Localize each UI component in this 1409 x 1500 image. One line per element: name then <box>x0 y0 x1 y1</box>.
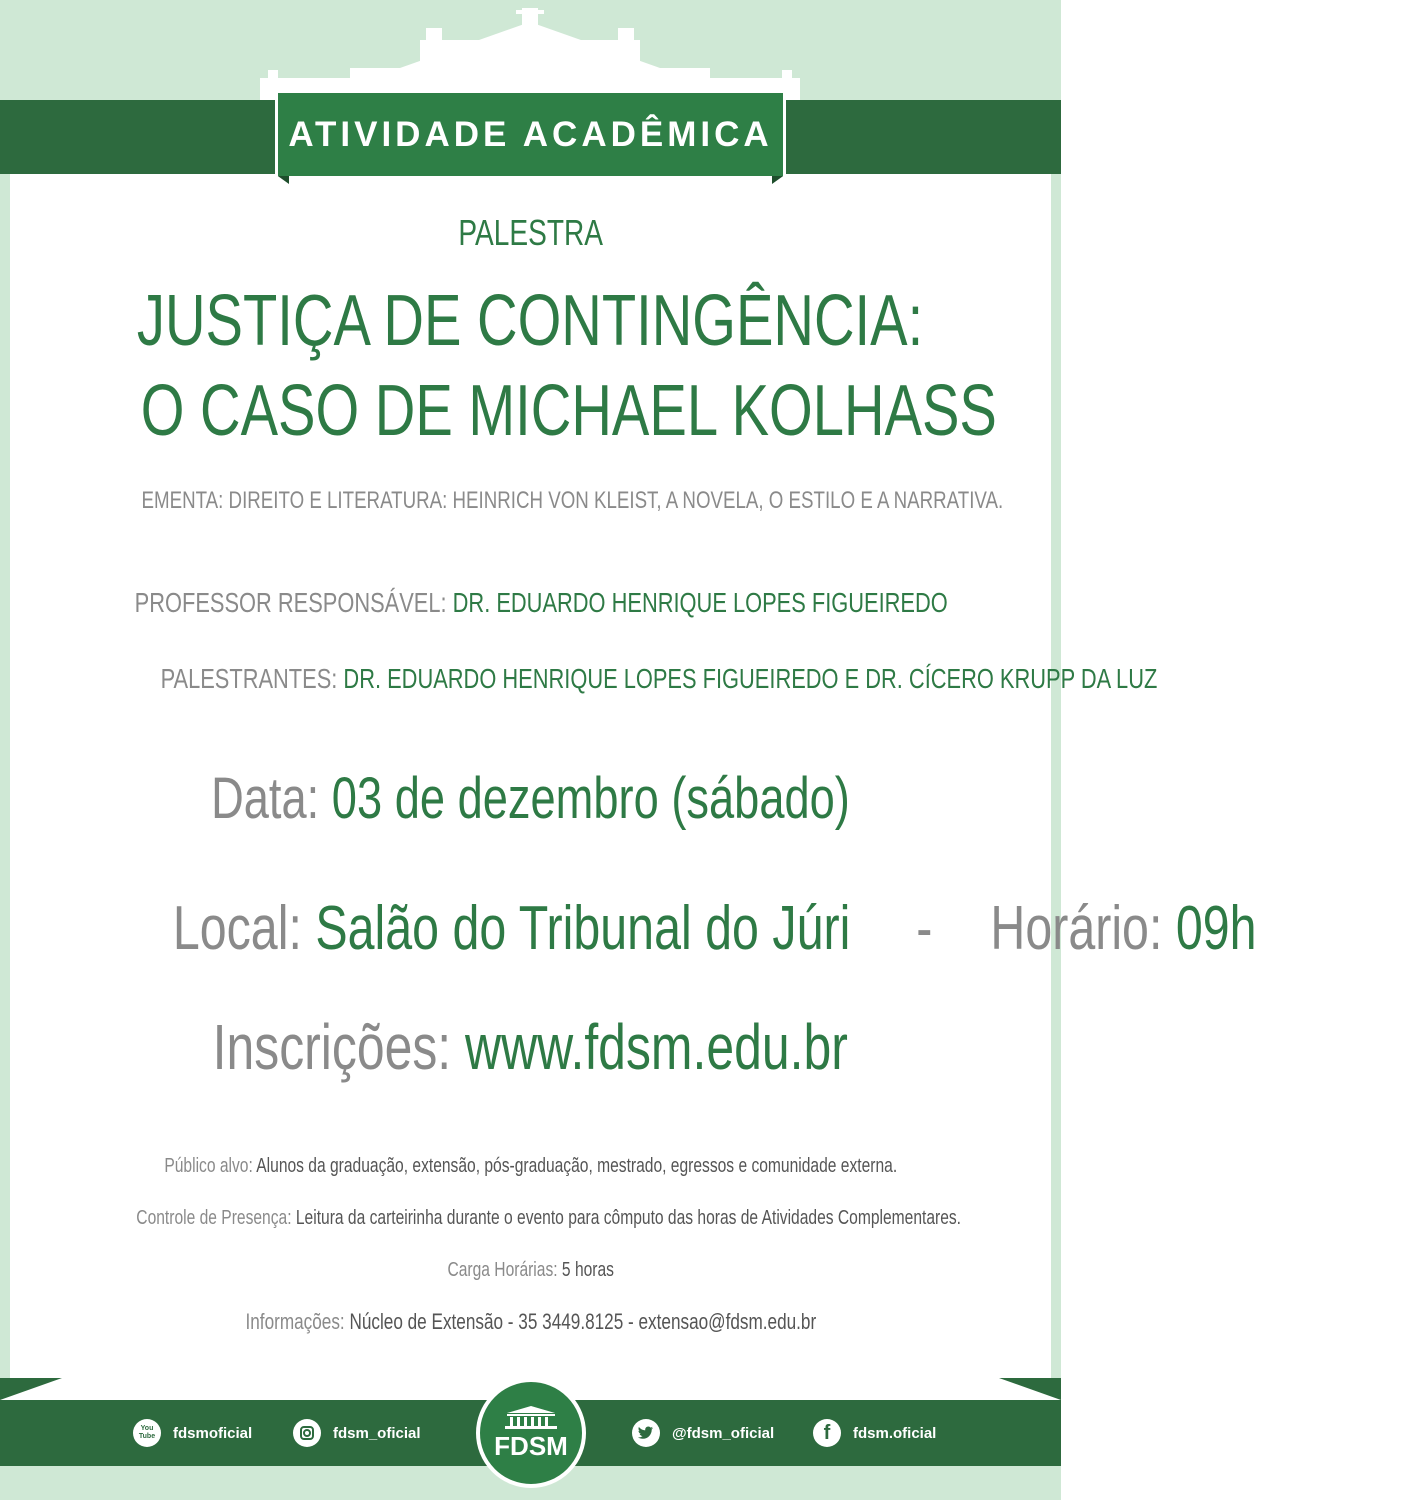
place-label: Local: <box>172 894 302 963</box>
logo-building-icon <box>501 1405 561 1429</box>
event-type: PALESTRA <box>458 212 603 253</box>
facebook-icon: f <box>813 1419 841 1447</box>
attendance-line <box>20 1207 1041 1230</box>
info-value: Núcleo de Extensão - 35 3449.8125 - extensao@fdsm.edu.br <box>349 1309 816 1334</box>
audience-value: Alunos da graduação, extensão, pós-graduação, mestrado, egressos e comunidade externa. <box>256 1155 897 1177</box>
time-value: 09h <box>1175 894 1257 963</box>
instagram-icon <box>293 1419 321 1447</box>
instagram-link[interactable] <box>293 1418 421 1448</box>
separator-dash: - <box>916 894 933 963</box>
ementa-line <box>20 487 1041 515</box>
place-value: Salão do Tribunal do Júri <box>315 894 851 963</box>
ementa-value: DIREITO E LITERATURA: HEINRICH VON KLEIST, A NOVELA, O ESTILO E A NARRATIVA. <box>228 487 1004 514</box>
hours-line <box>20 1259 1041 1282</box>
event-title-line2: O CASO DE MICHAEL KOLHASS <box>140 371 997 451</box>
speakers-value: DR. EDUARDO HENRIQUE LOPES FIGUEIREDO E DR. CÍCERO KRUPP DA LUZ <box>343 663 1158 694</box>
right-border <box>1051 0 1061 1500</box>
footer-fold-right <box>999 1378 1061 1400</box>
instagram-handle: fdsm_oficial <box>333 1424 421 1442</box>
youtube-link[interactable] <box>133 1418 252 1448</box>
attendance-value: Leitura da carteirinha durante o evento para cômputo das horas de Atividades Complementares. <box>295 1207 962 1229</box>
facebook-handle: fdsm.oficial <box>853 1424 937 1442</box>
logo-text: FDSM <box>494 1430 568 1461</box>
professor-line <box>20 587 1041 619</box>
header-banner <box>275 90 786 176</box>
audience-label: Público alvo: <box>164 1155 253 1177</box>
youtube-icon: You Tube <box>133 1419 161 1447</box>
youtube-handle: fdsmoficial <box>173 1424 253 1442</box>
twitter-handle: @fdsm_oficial <box>672 1424 775 1442</box>
info-line <box>20 1309 1041 1335</box>
time-label: Horário: <box>990 894 1163 963</box>
twitter-bird-icon <box>632 1419 660 1447</box>
audience-line <box>20 1155 1041 1178</box>
twitter-link[interactable] <box>632 1418 774 1448</box>
speakers-line <box>20 663 1158 695</box>
professor-value: DR. EDUARDO HENRIQUE LOPES FIGUEIREDO <box>452 587 948 618</box>
footer-fold-left <box>0 1378 62 1400</box>
ementa-label: EMENTA: <box>141 487 224 514</box>
left-border <box>0 0 10 1500</box>
date-label: Data: <box>211 766 320 831</box>
registration-line <box>20 1010 1041 1084</box>
date-value: 03 de dezembro (sábado) <box>331 766 850 831</box>
event-title-line1: JUSTIÇA DE CONTINGÊNCIA: <box>137 281 924 361</box>
attendance-label: Controle de Presença: <box>136 1207 292 1229</box>
professor-label: PROFESSOR RESPONSÁVEL: <box>134 587 447 618</box>
hours-label: Carga Horárias: <box>447 1259 558 1281</box>
info-label: Informações: <box>245 1309 345 1334</box>
registration-label: Inscrições: <box>212 1011 452 1083</box>
facebook-link[interactable] <box>813 1418 936 1448</box>
place-time-line <box>20 893 1257 964</box>
date-line <box>20 765 1041 832</box>
speakers-label: PALESTRANTES: <box>160 663 338 694</box>
banner-title: ATIVIDADE ACADÊMICA <box>288 114 773 154</box>
registration-link[interactable]: www.fdsm.edu.br <box>465 1011 849 1083</box>
fdsm-logo <box>476 1378 586 1488</box>
building-silhouette-icon <box>250 0 810 100</box>
hours-value: 5 horas <box>561 1259 614 1281</box>
